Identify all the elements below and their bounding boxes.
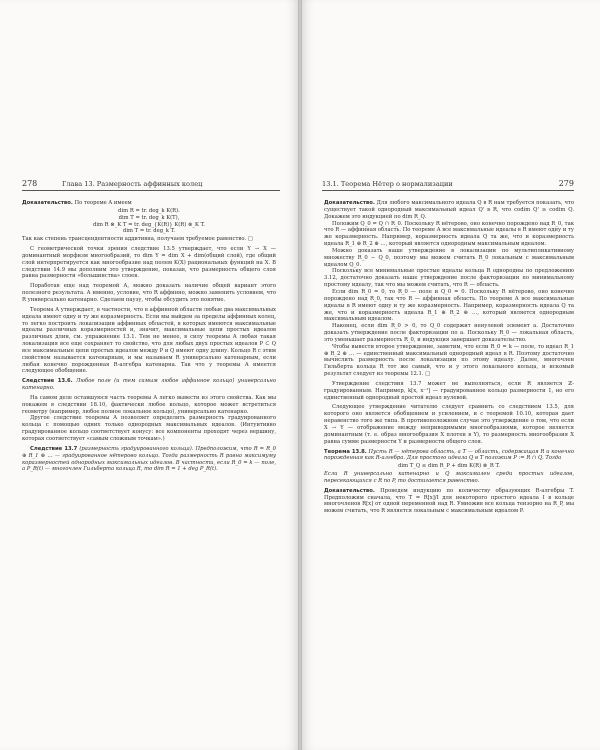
theorem-formula: [324, 463, 574, 470]
corollary-title: Следствие 13.6.: [22, 378, 73, 385]
paragraph: Утверждение следствия 13.7 может не выполняться, если R является ℤ-градуированным. Например, k[x, x⁻¹] — градуированное кольцо размерности 1, но его единственный однородный простой идеал нулевой.: [324, 380, 574, 401]
right-running-header: [322, 178, 574, 191]
formula-line: dim T_Q ≤ dim R_P + dim K(R) ⊗_R T.: [398, 463, 500, 470]
theorem-title: Теорема 13.8.: [324, 448, 367, 455]
right-header-title: 13.1. Теорема Нётер о нормализации: [322, 180, 453, 188]
left-body-text: [22, 200, 276, 473]
theorem-text: Пусть R — нётерова область, а T — область, содержащая R и конечно порожденная как R-алгебра. Для простого идеала Q в T положим P := R ∩ Q. Тогда: [324, 448, 575, 462]
formula-line: dim R ⊗_K T = tr. deg_{K(R)} K(R) ⊗_K T.: [93, 221, 205, 228]
paragraph: Если dim R_0 = 0, то R_0 — поле и Q_0 = 0. Поскольку R нётерово, оно конечно порождено над R_0, так что R — аффинная область. По теореме A все максимальные идеалы в R имеют одну и ту же коразмерность. Например, коразмерность идеала Q та же, что и коразмерность идеала R_1 ⊕ R_2 ⊕ …, который является однородным максимальным идеалом.: [324, 288, 574, 323]
paragraph: Поработав еще над теоремой A, можно доказать наличие общей вариант этого полезного результата. А именно, условие, что R аффинно, можно заменить условием, что R универсально катенарно. Сделаем паузу, чтобы обсудить это понятие.: [22, 283, 276, 303]
corollary-13-7: [22, 446, 276, 473]
paragraph: Так как степень трансцендентности аддитивна, получаем требуемое равенство. □: [22, 236, 253, 243]
book-gutter: [298, 0, 302, 750]
paragraph: Для любого максимального идеала Q в R нам требуется показать, что существует такой однородный максимальный идеал Q' в R, что codim Q' ≥ codim Q. Докажем это индукцией по dim R_Q.: [324, 200, 574, 220]
paragraph: Проведем индукцию по количеству образующих R-алгебры T. Предположим сначала, что T = R[x]/I для некоторого простого идеала I в кольце многочленов R[x] от одной переменной над R. Умножив все кольца тензорно на R_P, мы можем считать, что R является локальным с максимальным идеалом P.: [324, 487, 574, 515]
corollary-13-6: [22, 378, 276, 392]
proof-intro: По теореме A имеем: [74, 200, 132, 206]
paragraph: Наконец, если dim R_0 > 0, то Q_0 содержит ненулевой элемент a. Достаточно доказать утверждение после факторизации по a. Поскольку R_0 — локальная область, это уменьшает размерность R_0, и индукция завершает доказательство.: [324, 323, 574, 343]
paragraph: Чтобы вывести второе утверждение, заметим, что если R_0 = k — поле, то идеал R_1 ⊕ R_2 ⊕ … — единственный максимальный однородный идеал в R. Поэтому достаточно вычислить размерность после локализации по этому идеалу. Далее, многочлен Гильберта кольца R тот же самый, что и у этого локального кольца, и искомый результат следует из теоремы 12.1. □: [324, 343, 574, 378]
theorem-text-2: Если R универсально катенарно и Q максимален среди простых идеалов, пересекающихся с R по P, то достигается равенство.: [324, 471, 574, 484]
paragraph: С геометрической точки зрения следствие 13.5 утверждает, что если Y → X — доминантный морфизм многообразий, то dim Y = dim X + dim(общий слой), где общий слой интерпретируется как многообразие над полем K(X) рациональных функций на X. В следствии 14.9 мы дополним это утверждение, показав, что размерность общего слоя равна размерности «большинства» слоев.: [22, 246, 276, 280]
proof-title: Доказательство.: [324, 487, 375, 494]
right-body-text: [324, 200, 574, 515]
corollary-text: (размерность градуированного кольца). Предположим, что R = R_0 ⊕ R_1 ⊕ … — градуированное нётерово кольцо. Тогда размерность R равна максимуму коразмерностей однородных максимальных идеалов. В частности, если R_0 = k — поле, а P_R(t) — многочлен Гильберта кольца R, то dim R = 1 + deg P_R(t).: [22, 445, 276, 473]
paragraph: Можно доказать наше утверждение в локализации по мультипликативному множеству R_0 − Q_0, поэтому мы можем считать R_0 локальным с максимальным идеалом Q_0.: [324, 247, 574, 268]
formula-block: [22, 208, 276, 235]
formula-line: dim T = tr. deg_k K(T),: [118, 214, 180, 221]
right-page-number: 279: [558, 179, 574, 188]
theorem-13-8: [324, 449, 574, 463]
paragraph: Положим Q_0 = Q ∩ R_0. Поскольку R нётерово, оно конечно порождено над R_0, так что R — аффинная область. По теореме A все максимальные идеалы в R имеют одну и ту же коразмерность. Например, коразмерность идеала Q та же, что и коразмерность идеала R_1 ⊕ R_2 ⊕ …, который является однородным максимальным идеалом.: [324, 220, 574, 248]
proof-title: Доказательство.: [324, 200, 375, 206]
paragraph: На самом деле оставшуюся часть теоремы A легко вывести из этого свойства. Как мы покажем в следствии 18.10, фактически любое кольцо, которое может встретиться геометру (например, любое полное локальное кольцо), универсально катенарно.: [22, 394, 276, 415]
formula-line: dim T = tr. deg_k T.: [122, 228, 175, 235]
left-header-title: Глава 13. Размерность аффинных колец: [62, 180, 203, 188]
left-page-number: 278: [22, 179, 38, 188]
right-page: [300, 0, 600, 750]
paragraph: Другое следствие теоремы A позволяет определить размерность градуированного кольца с помощью одних только однородных максимальных идеалов. (Интуитивно градуированное кольцо соответствует конусу: все компоненты проходят через вершину, которая соответствует «самым сложным точкам».): [22, 415, 276, 442]
formula-line: dim R = tr. deg_k K(R).: [118, 207, 180, 214]
left-running-header: [22, 178, 280, 191]
paragraph: Следующее утверждение читателю следует сравнить со следствием 13.5, для которого оно является обобщением и усилением, и с теоремой 10.10, которая дает неравенство того же типа. В противоположном случае это утверждение о том, что если X → Y — отображение между неприводимыми многообразиями, которое является доминантным (т. е. образ многообразия X плотен в Y), то размерность многообразия X равна сумме размерности Y и размерности общего слоя.: [324, 404, 574, 445]
corollary-title: Следствие 13.7: [30, 445, 78, 452]
corollary-text: Любое поле (и тем самым любое аффинное кольцо) универсально катенарно.: [22, 378, 276, 392]
proof-title: Доказательство.: [22, 200, 73, 206]
paragraph: Теорема A утверждает, в частности, что в аффинной области любые два максимальных идеала имеют одну и ту же коразмерность. Если мы выйдем за пределы аффинных колец, то легко построить локализации аффинных областей, в которых имеются максимальные идеалы различных коразмерностей и, значит, максимальные цепи простых идеалов различных длин, см. упражнение 13.1. Тем не менее, в силу теоремы A любая такая локализация все еще сохраняет то свойство, что для любых двух простых идеалов P ⊂ Q все максимальные цепи простых идеалов между P и Q имеют одну длину. Кольцо R с этим свойством называется катенарным, и мы называем R универсально катенарным, если любая конечно порожденная R-алгебра катенарна. Так что у теоремы A имеется следующее обобщение.: [22, 306, 276, 375]
paragraph: Поскольку все минимальные простые идеалы кольца R однородны по предложению 3.12, достаточно доказать наше утверждение после факторизации по минимальному простому идеалу, так что мы можем считать, что R — область.: [324, 268, 574, 289]
